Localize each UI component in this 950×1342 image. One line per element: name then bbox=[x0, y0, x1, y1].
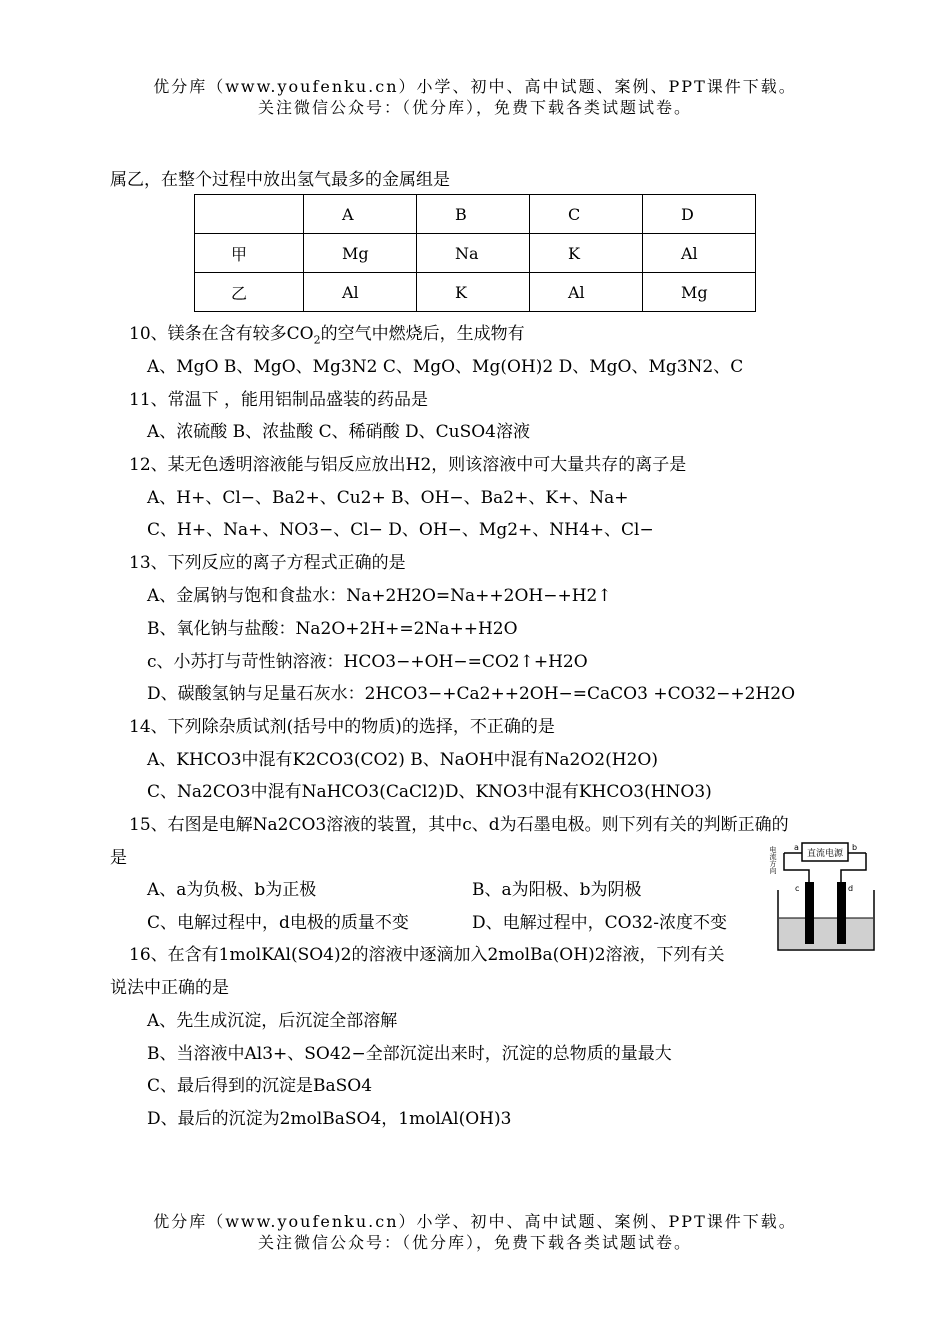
q14-options-row2: C、Na2CO3中混有NaHCO3(CaCl2)D、KNO3中混有KHCO3(HNO3) bbox=[147, 782, 712, 802]
q13-option-a: A、金属钠与饱和食盐水：Na+2H2O=Na++2OH−+H2↑ bbox=[147, 586, 612, 606]
q9-tail: 属乙，在整个过程中放出氢气最多的金属组是 bbox=[110, 170, 450, 190]
metal-table bbox=[194, 194, 756, 312]
q15-option-c: C、电解过程中，d电极的质量不变 bbox=[147, 913, 409, 933]
q12-options-row1: A、H+、Cl−、Ba2+、Cu2+ B、OH−、Ba2+、K+、Na+ bbox=[147, 488, 629, 508]
current-direction-label: 电流方向 bbox=[769, 846, 777, 874]
terminal-a-label: a bbox=[794, 843, 799, 852]
electrode-c bbox=[805, 882, 814, 944]
table-cell bbox=[195, 195, 304, 234]
q13-option-b: B、氧化钠与盐酸：Na2O+2H+=2Na++H2O bbox=[147, 619, 518, 639]
table-cell: Mg bbox=[304, 234, 417, 273]
q14-stem: 14、下列除杂质试剂(括号中的物质)的选择，不正确的是 bbox=[129, 717, 555, 737]
q14-options-row1: A、KHCO3中混有K2CO3(CO2) B、NaOH中混有Na2O2(H2O) bbox=[147, 750, 658, 770]
terminal-b-label: b bbox=[852, 843, 858, 852]
q11-options: A、浓硫酸 B、浓盐酸 C、稀硝酸 D、CuSO4溶液 bbox=[147, 422, 530, 442]
table-header: D bbox=[643, 195, 756, 234]
q15-stem: 15、右图是电解Na2CO3溶液的装置，其中c、d为石墨电极。则下列有关的判断正确的 bbox=[129, 815, 789, 835]
q16-option-a: A、先生成沉淀，后沉淀全部溶解 bbox=[147, 1011, 398, 1031]
q13-option-d: D、碳酸氢钠与足量石灰水：2HCO3−+Ca2++2OH−=CaCO3 +CO32−+2H2O bbox=[147, 684, 796, 704]
q10-stem: 10、镁条在含有较多$CO_2$的空气中燃烧后，生成物有 bbox=[129, 324, 525, 347]
q15-option-a: A、a为负极、b为正极 bbox=[147, 880, 317, 900]
table-row bbox=[195, 234, 756, 273]
table-row-label: 乙 bbox=[195, 273, 304, 312]
header-line-1: 优分库（www.youfenku.cn）小学、初中、高中试题、案例、PPT课件下载。 bbox=[153, 77, 797, 96]
q13-option-c: c、小苏打与苛性钠溶液：HCO3−+OH−=CO2↑+H2O bbox=[147, 652, 588, 672]
table-row bbox=[195, 195, 756, 234]
q16-stem-cont: 说法中正确的是 bbox=[110, 978, 229, 998]
table-row-label: 甲 bbox=[195, 234, 304, 273]
header-line-2: 关注微信公众号：（优分库），免费下载各类试题试卷。 bbox=[257, 98, 692, 117]
q11-stem: 11、常温下 ，能用铝制品盛装的药品是 bbox=[129, 390, 429, 410]
q15-option-b: B、a为阳极、b为阴极 bbox=[472, 880, 642, 900]
q12-stem: 12、某无色透明溶液能与铝反应放出H2，则该溶液中可大量共存的离子是 bbox=[129, 455, 687, 475]
q16-option-c: C、最后得到的沉淀是BaSO4 bbox=[147, 1076, 373, 1096]
table-cell: Al bbox=[304, 273, 417, 312]
electrode-d bbox=[837, 882, 846, 944]
q10-options: A、MgO B、MgO、Mg3N2 C、MgO、Mg(OH)2 D、MgO、Mg3N2、C bbox=[147, 357, 744, 377]
electrode-c-label: c bbox=[795, 884, 800, 893]
power-supply-label: 直流电源 bbox=[806, 849, 844, 859]
table-cell: K bbox=[530, 234, 643, 273]
q16-option-d: D、最后的沉淀为2molBaSO4，1molAl(OH)3 bbox=[147, 1109, 512, 1129]
q13-stem: 13、下列反应的离子方程式正确的是 bbox=[129, 553, 406, 573]
q15-option-d: D、电解过程中，CO32-浓度不变 bbox=[472, 913, 727, 933]
q16-option-b: B、当溶液中Al3+、SO42−全部沉淀出来时，沉淀的总物质的量最大 bbox=[147, 1044, 672, 1064]
table-header: C bbox=[530, 195, 643, 234]
table-header: B bbox=[417, 195, 530, 234]
q16-stem: 16、在含有1molKAl(SO4)2的溶液中逐滴加入2molBa(OH)2溶液，下列有关 bbox=[129, 945, 725, 965]
table-cell: Na bbox=[417, 234, 530, 273]
solution bbox=[779, 918, 873, 949]
table-row bbox=[195, 273, 756, 312]
electrolysis-diagram bbox=[770, 838, 882, 954]
q12-options-row2: C、H+、Na+、NO3−、Cl− D、OH−、Mg2+、NH4+、Cl− bbox=[147, 520, 654, 540]
table-cell: Al bbox=[530, 273, 643, 312]
footer-line-1: 优分库（www.youfenku.cn）小学、初中、高中试题、案例、PPT课件下载。 bbox=[153, 1212, 797, 1231]
electrode-d-label: d bbox=[848, 884, 854, 893]
q15-stem-cont: 是 bbox=[110, 848, 127, 868]
footer-line-2: 关注微信公众号：（优分库），免费下载各类试题试卷。 bbox=[257, 1233, 692, 1252]
table-cell: Al bbox=[643, 234, 756, 273]
table-cell: K bbox=[417, 273, 530, 312]
table-cell: Mg bbox=[643, 273, 756, 312]
table-header: A bbox=[304, 195, 417, 234]
